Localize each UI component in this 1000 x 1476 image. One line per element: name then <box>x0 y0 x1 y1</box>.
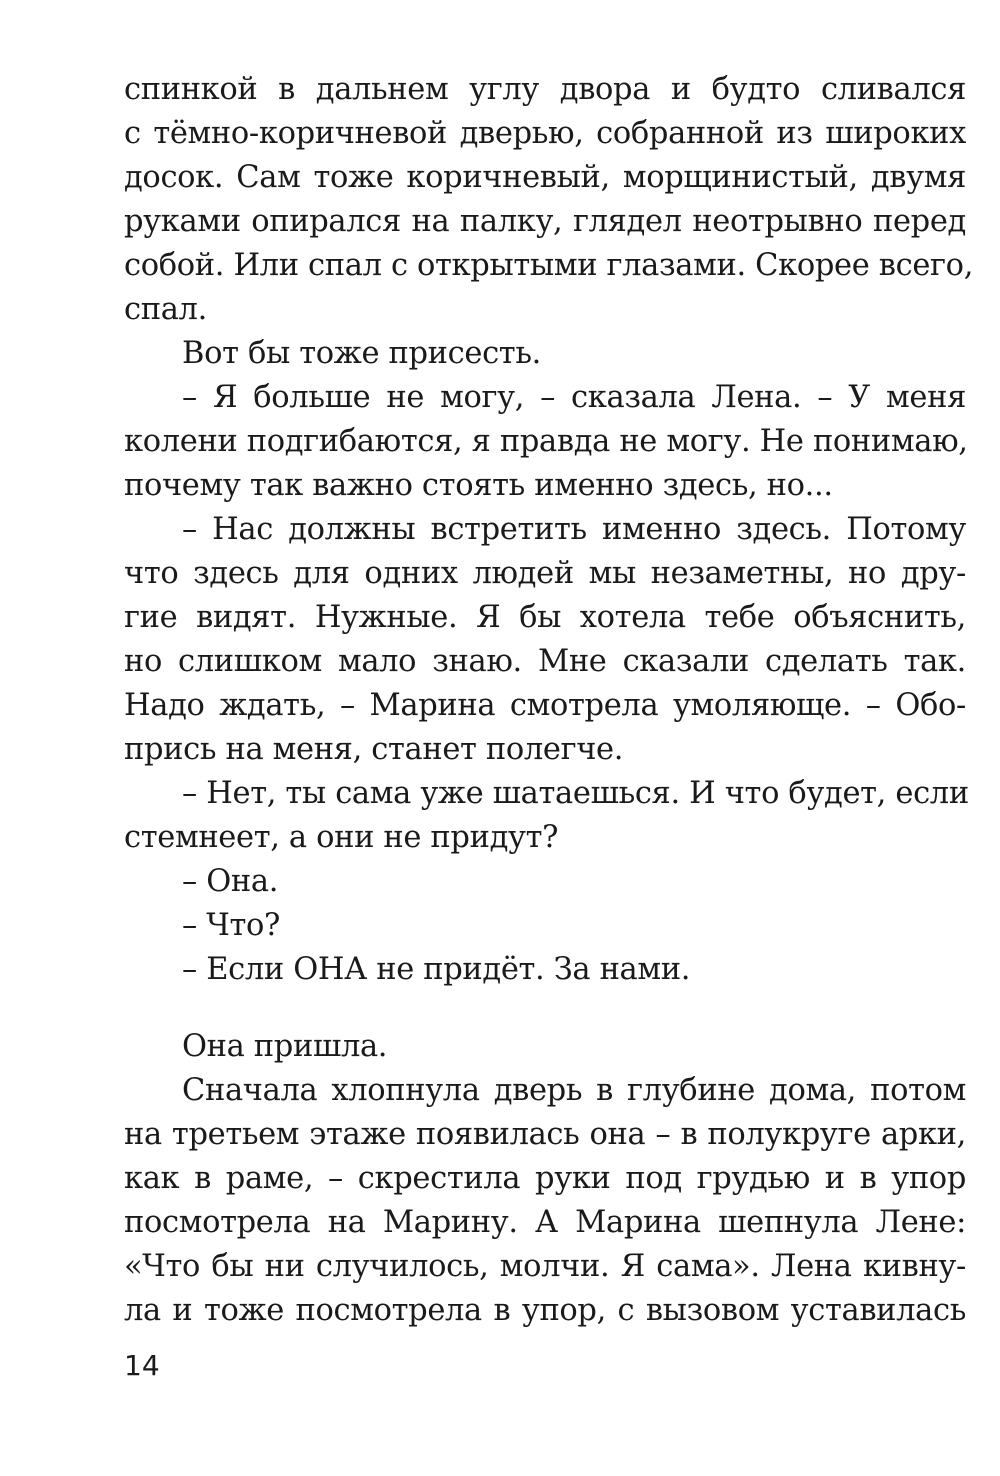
text-line: Надо ждать, – Марина смотрела умоляюще. – Обо- <box>124 688 966 723</box>
text-line: «Что бы ни случилось, молчи. Я сама». Лена кивну- <box>124 1249 966 1284</box>
text-line: – Нет, ты сама уже шатаешься. И что будет, если <box>182 776 969 811</box>
text-line: спинкой в дальнем углу двора и будто сливался <box>124 72 966 107</box>
text-line: почему так важно стоять именно здесь, но... <box>124 468 833 503</box>
text-line: – Нас должны встретить именно здесь. Потому <box>182 512 966 547</box>
text-line: – Она. <box>182 864 279 899</box>
text-line: руками опирался на палку, глядел неотрывно перед <box>124 204 966 239</box>
text-line: что здесь для одних людей мы незаметны, но дру- <box>124 556 966 591</box>
text-line: стемнеет, а они не придут? <box>124 820 559 855</box>
text-line: – Что? <box>182 908 281 943</box>
text-line: спал. <box>124 292 207 327</box>
text-line: прись на меня, станет полегче. <box>124 732 624 767</box>
text-line: Сначала хлопнула дверь в глубине дома, потом <box>182 1073 966 1108</box>
page-number: 14 <box>124 1349 160 1382</box>
text-block-dialogue <box>124 68 974 992</box>
text-line: гие видят. Нужные. Я бы хотела тебе объяснить, <box>124 600 966 635</box>
text-line: как в раме, – скрестила руки под грудью и в упор <box>124 1161 966 1196</box>
text-line: Вот бы тоже присесть. <box>182 336 541 371</box>
text-line: Она пришла. <box>182 1029 388 1064</box>
text-line: посмотрела на Марину. А Марина шепнула Лене: <box>124 1205 966 1240</box>
text-line: с тёмно-коричневой дверью, собранной из широких <box>124 116 966 151</box>
text-line: ла и тоже посмотрела в упор, с вызовом уставилась <box>124 1293 966 1328</box>
text-line: собой. Или спал с открытыми глазами. Скорее всего, <box>124 248 974 283</box>
text-line: на третьем этаже появилась она – в полукруге арки, <box>124 1117 966 1152</box>
text-line: колени подгибаются, я правда не могу. Не понимаю, <box>124 424 968 459</box>
text-line: – Я больше не могу, – сказала Лена. – У меня <box>182 380 966 415</box>
text-line: – Если ОНА не придёт. За нами. <box>182 952 691 987</box>
text-line: но слишком мало знаю. Мне сказали сделать так. <box>124 644 966 679</box>
text-line: досок. Сам тоже коричневый, морщинистый, двумя <box>124 160 966 195</box>
text-block-arrival <box>124 1025 966 1333</box>
